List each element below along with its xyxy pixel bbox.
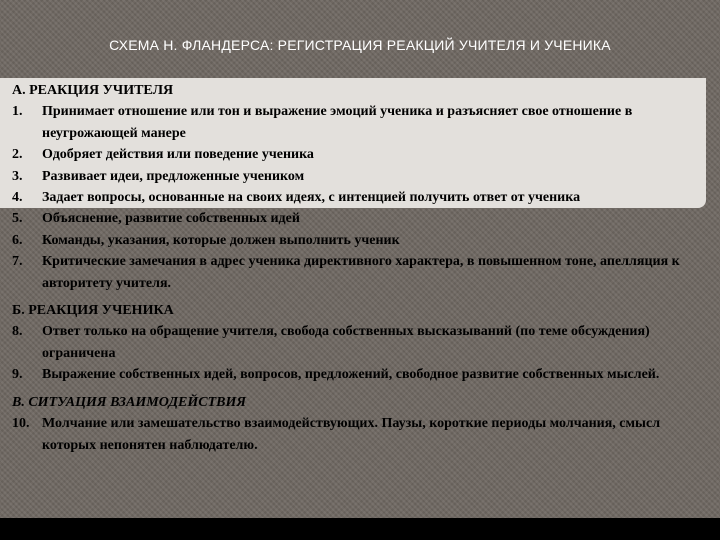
item-number: 6. xyxy=(12,232,23,248)
list-item xyxy=(12,413,702,456)
item-number: 4. xyxy=(12,190,23,206)
item-text: Задает вопросы, основанные на своих идеях, с интенцией получить ответ от ученика xyxy=(42,190,581,206)
item-text: Команды, указания, которые должен выполнить ученик xyxy=(42,232,400,248)
section-teacher xyxy=(12,80,702,294)
list-item xyxy=(12,144,702,165)
item-text: Молчание или замешательство взаимодействующих. Паузы, короткие периоды молчания, смысл которых непонятен наблюдателю. xyxy=(42,416,661,453)
item-number: 8. xyxy=(12,324,23,340)
section-interaction xyxy=(12,392,702,456)
item-text: Развивает идеи, предложенные учеником xyxy=(42,168,305,184)
item-text: Критические замечания в адрес ученика директивного характера, в повышенном тоне, апелляция к авторитету учителя. xyxy=(42,254,680,291)
item-text: Одобряет действия или поведение ученика xyxy=(42,147,314,163)
section-heading: Б. РЕАКЦИЯ УЧЕНИКА xyxy=(12,303,174,319)
list-item xyxy=(12,187,702,208)
slide-content xyxy=(12,80,702,456)
item-list xyxy=(12,413,702,456)
bottom-bar xyxy=(0,518,720,540)
list-item xyxy=(12,230,702,251)
section-heading: А. РЕАКЦИЯ УЧИТЕЛЯ xyxy=(12,83,174,98)
item-number: 7. xyxy=(12,254,23,270)
item-list xyxy=(12,321,702,385)
item-list xyxy=(12,101,702,294)
list-item xyxy=(12,101,702,144)
item-number: 9. xyxy=(12,367,23,383)
item-number: 2. xyxy=(12,147,23,163)
item-text: Принимает отношение или тон и выражение эмоций ученика и разъясняет свое отношение в неугрожающей манере xyxy=(42,104,633,141)
list-item xyxy=(12,364,702,385)
item-number: 10. xyxy=(12,416,30,432)
item-number: 3. xyxy=(12,168,23,184)
item-text: Объяснение, развитие собственных идей xyxy=(42,211,300,227)
section-heading: В. СИТУАЦИЯ ВЗАИМОДЕЙСТВИЯ xyxy=(12,394,247,410)
item-text: Выражение собственных идей, вопросов, предложений, свободное развитие собственных мыслей. xyxy=(42,367,660,383)
item-text: Ответ только на обращение учителя, свобода собственных высказываний (по теме обсуждения) ограничена xyxy=(42,324,650,361)
list-item xyxy=(12,251,702,294)
list-item xyxy=(12,166,702,187)
list-item xyxy=(12,321,702,364)
section-student xyxy=(12,300,702,386)
list-item xyxy=(12,208,702,229)
item-number: 1. xyxy=(12,104,23,120)
slide-title: СХЕМА Н. ФЛАНДЕРСА: РЕГИСТРАЦИЯ РЕАКЦИЙ УЧИТЕЛЯ И УЧЕНИКА xyxy=(109,37,611,53)
item-number: 5. xyxy=(12,211,23,227)
